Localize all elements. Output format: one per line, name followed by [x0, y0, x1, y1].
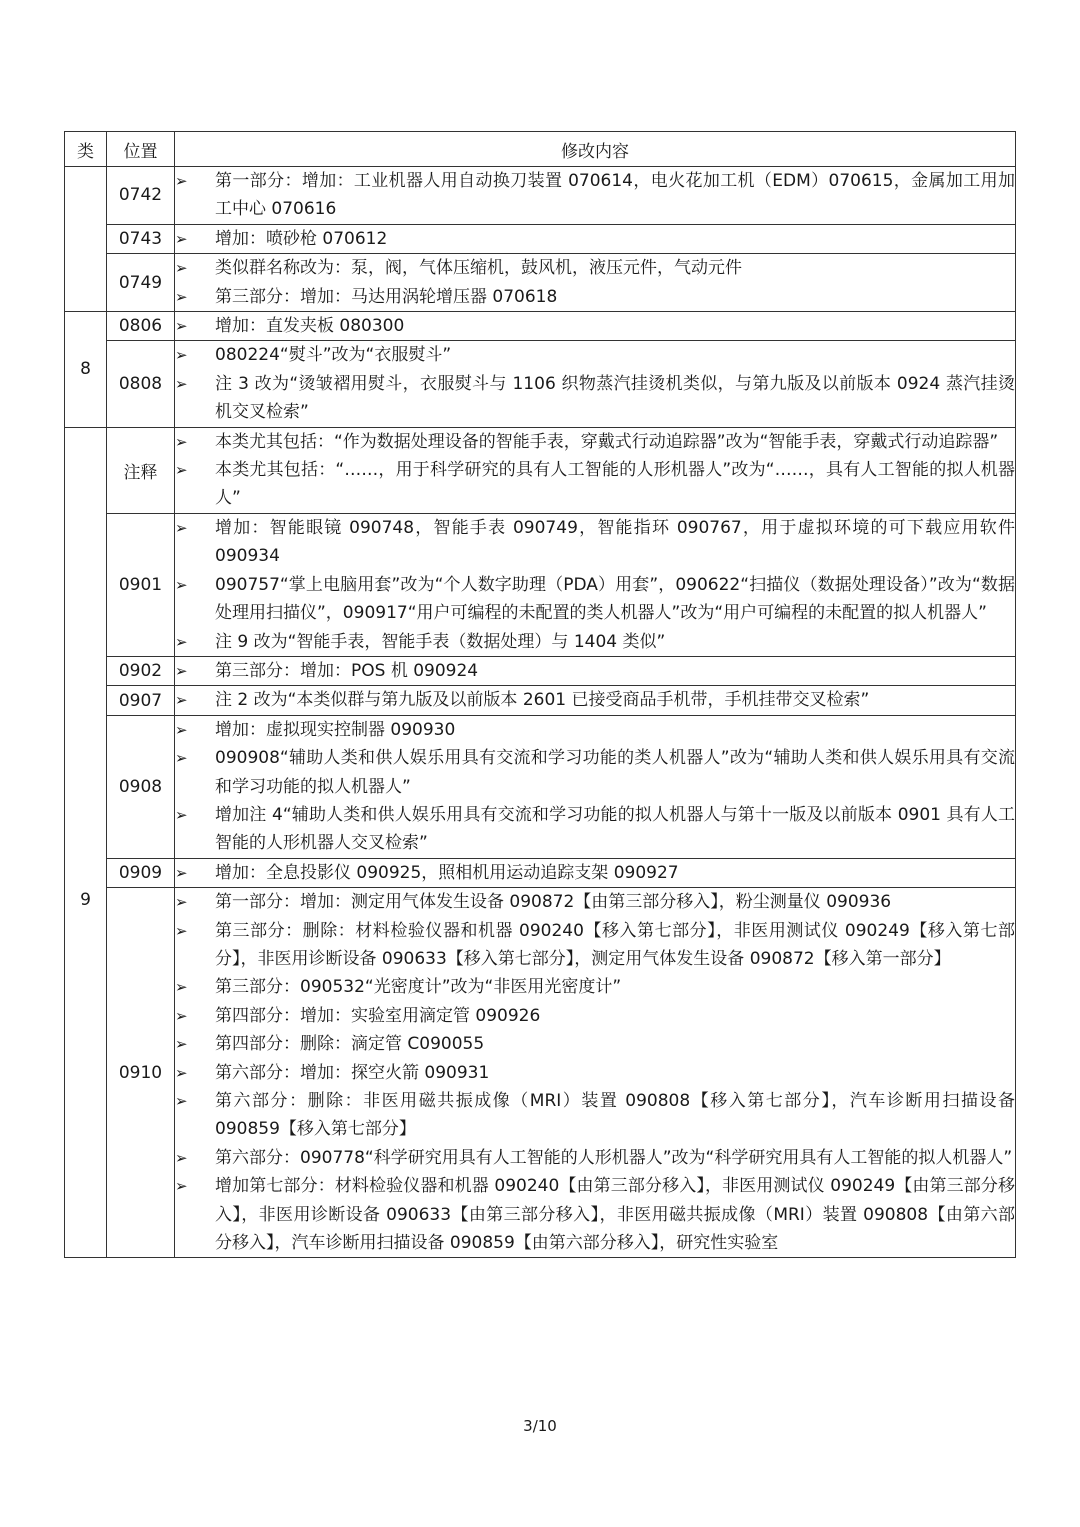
- position-cell: 0902: [107, 656, 175, 685]
- change-item: ➢ 本类尤其包括：“作为数据处理设备的智能手表，穿戴式行动追踪器”改为“智能手表，穿戴式行动追踪器”: [175, 428, 1015, 456]
- content-cell: [175, 715, 1016, 858]
- table-row: [65, 858, 1016, 887]
- change-item: ➢ 增加第七部分：材料检验仪器和机器 090240【由第三部分移入】，非医用测试仪 090249【由第三部分移入】，非医用诊断设备 090633【由第三部分移入】，非医用磁共振成像（MRI）装置 090808【由第六部分移入】，汽车诊断用扫描设备 090859【由第六部分移入】，研究性实验室: [175, 1172, 1015, 1257]
- change-item: ➢ 增加：智能眼镜 090748，智能手表 090749，智能指环 090767，用于虚拟环境的可下载应用软件 090934: [175, 514, 1015, 571]
- position-cell: 0749: [107, 254, 175, 312]
- content-cell: [175, 888, 1016, 1258]
- table-row: [65, 686, 1016, 715]
- position-cell: 0806: [107, 312, 175, 341]
- position-cell: 0742: [107, 167, 175, 225]
- table-row: [65, 427, 1016, 513]
- table-row: [65, 341, 1016, 427]
- change-list: [175, 428, 1015, 513]
- change-item: ➢ 增加：喷砂枪 070612: [175, 225, 1015, 253]
- change-item: ➢ 第三部分：增加：马达用涡轮增压器 070618: [175, 283, 1015, 311]
- content-cell: [175, 513, 1016, 656]
- change-item: ➢ 第三部分：090532“光密度计”改为“非医用光密度计”: [175, 973, 1015, 1001]
- table-row: [65, 224, 1016, 253]
- change-list: [175, 312, 1015, 340]
- position-cell: 0743: [107, 224, 175, 253]
- table-row: [65, 167, 1016, 225]
- table-row: [65, 312, 1016, 341]
- change-item: ➢ 增加：全息投影仪 090925，照相机用运动追踪支架 090927: [175, 859, 1015, 887]
- content-cell: [175, 341, 1016, 427]
- header-position: 位置: [107, 132, 175, 167]
- change-item: ➢ 080224“熨斗”改为“衣服熨斗”: [175, 341, 1015, 369]
- change-item: ➢ 第六部分：增加：探空火箭 090931: [175, 1059, 1015, 1087]
- position-cell: 0901: [107, 513, 175, 656]
- change-item: ➢ 注 3 改为“烫皱褶用熨斗，衣服熨斗与 1106 织物蒸汽挂烫机类似，与第九版及以前版本 0924 蒸汽挂烫机交叉检索”: [175, 370, 1015, 427]
- position-cell: 0908: [107, 715, 175, 858]
- table-row: [65, 715, 1016, 858]
- content-cell: [175, 254, 1016, 312]
- change-list: [175, 514, 1015, 656]
- class-cell: 9: [65, 427, 107, 1258]
- change-item: ➢ 类似群名称改为：泵，阀，气体压缩机，鼓风机，液压元件，气动元件: [175, 254, 1015, 282]
- content-cell: [175, 656, 1016, 685]
- change-item: ➢ 第四部分：删除：滴定管 C090055: [175, 1030, 1015, 1058]
- change-item: ➢ 第一部分：增加：测定用气体发生设备 090872【由第三部分移入】，粉尘测量仪 090936: [175, 888, 1015, 916]
- change-list: [175, 225, 1015, 253]
- revision-table: [64, 131, 1016, 1258]
- content-cell: [175, 224, 1016, 253]
- change-item: ➢ 注 9 改为“智能手表，智能手表（数据处理）与 1404 类似”: [175, 628, 1015, 656]
- class-cell: [65, 167, 107, 312]
- change-item: ➢ 本类尤其包括：“……，用于科学研究的具有人工智能的人形机器人”改为“……，具有人工智能的拟人机器人”: [175, 456, 1015, 513]
- change-item: ➢ 第四部分：增加：实验室用滴定管 090926: [175, 1002, 1015, 1030]
- content-cell: [175, 686, 1016, 715]
- change-list: [175, 888, 1015, 1257]
- table-header-row: [65, 132, 1016, 167]
- position-cell: 0910: [107, 888, 175, 1258]
- change-list: [175, 167, 1015, 224]
- content-cell: [175, 427, 1016, 513]
- table-row: [65, 254, 1016, 312]
- table-row: [65, 656, 1016, 685]
- position-cell: 0907: [107, 686, 175, 715]
- change-item: ➢ 090908“辅助人类和供人娱乐用具有交流和学习功能的类人机器人”改为“辅助人类和供人娱乐用具有交流和学习功能的拟人机器人”: [175, 744, 1015, 801]
- position-cell: 0808: [107, 341, 175, 427]
- change-list: [175, 657, 1015, 685]
- change-item: ➢ 第三部分：删除：材料检验仪器和机器 090240【移入第七部分】，非医用测试仪 090249【移入第七部分】，非医用诊断设备 090633【移入第七部分】，测定用气体发生设备 090872【移入第一部分】: [175, 917, 1015, 974]
- change-item: ➢ 注 2 改为“本类似群与第九版及以前版本 2601 已接受商品手机带，手机挂带交叉检索”: [175, 686, 1015, 714]
- change-item: ➢ 第六部分：删除：非医用磁共振成像（MRI）装置 090808【移入第七部分】，汽车诊断用扫描设备 090859【移入第七部分】: [175, 1087, 1015, 1144]
- change-list: [175, 859, 1015, 887]
- position-cell: 0909: [107, 858, 175, 887]
- change-list: [175, 254, 1015, 311]
- change-list: [175, 686, 1015, 714]
- table-row: [65, 513, 1016, 656]
- content-cell: [175, 167, 1016, 225]
- change-item: ➢ 第六部分：090778“科学研究用具有人工智能的人形机器人”改为“科学研究用具有人工智能的拟人机器人”: [175, 1144, 1015, 1172]
- header-class: 类: [65, 132, 107, 167]
- change-list: [175, 716, 1015, 858]
- header-content: 修改内容: [175, 132, 1016, 167]
- table-row: [65, 888, 1016, 1258]
- position-cell: 注释: [107, 427, 175, 513]
- change-item: ➢ 增加：直发夹板 080300: [175, 312, 1015, 340]
- change-list: [175, 341, 1015, 426]
- content-cell: [175, 858, 1016, 887]
- change-item: ➢ 第一部分：增加：工业机器人用自动换刀装置 070614，电火花加工机（EDM）070615，金属加工用加工中心 070616: [175, 167, 1015, 224]
- change-item: ➢ 090757“掌上电脑用套”改为“个人数字助理（PDA）用套”，090622“扫描仪（数据处理设备）”改为“数据处理用扫描仪”，090917“用户可编程的未配置的类人机器人”改为“用户可编程的未配置的拟人机器人”: [175, 571, 1015, 628]
- change-item: ➢ 增加注 4“辅助人类和供人娱乐用具有交流和学习功能的拟人机器人与第十一版及以前版本 0901 具有人工智能的人形机器人交叉检索”: [175, 801, 1015, 858]
- class-cell: 8: [65, 312, 107, 428]
- change-item: ➢ 第三部分：增加：POS 机 090924: [175, 657, 1015, 685]
- content-cell: [175, 312, 1016, 341]
- page-number: 3/10: [523, 1417, 557, 1435]
- change-item: ➢ 增加：虚拟现实控制器 090930: [175, 716, 1015, 744]
